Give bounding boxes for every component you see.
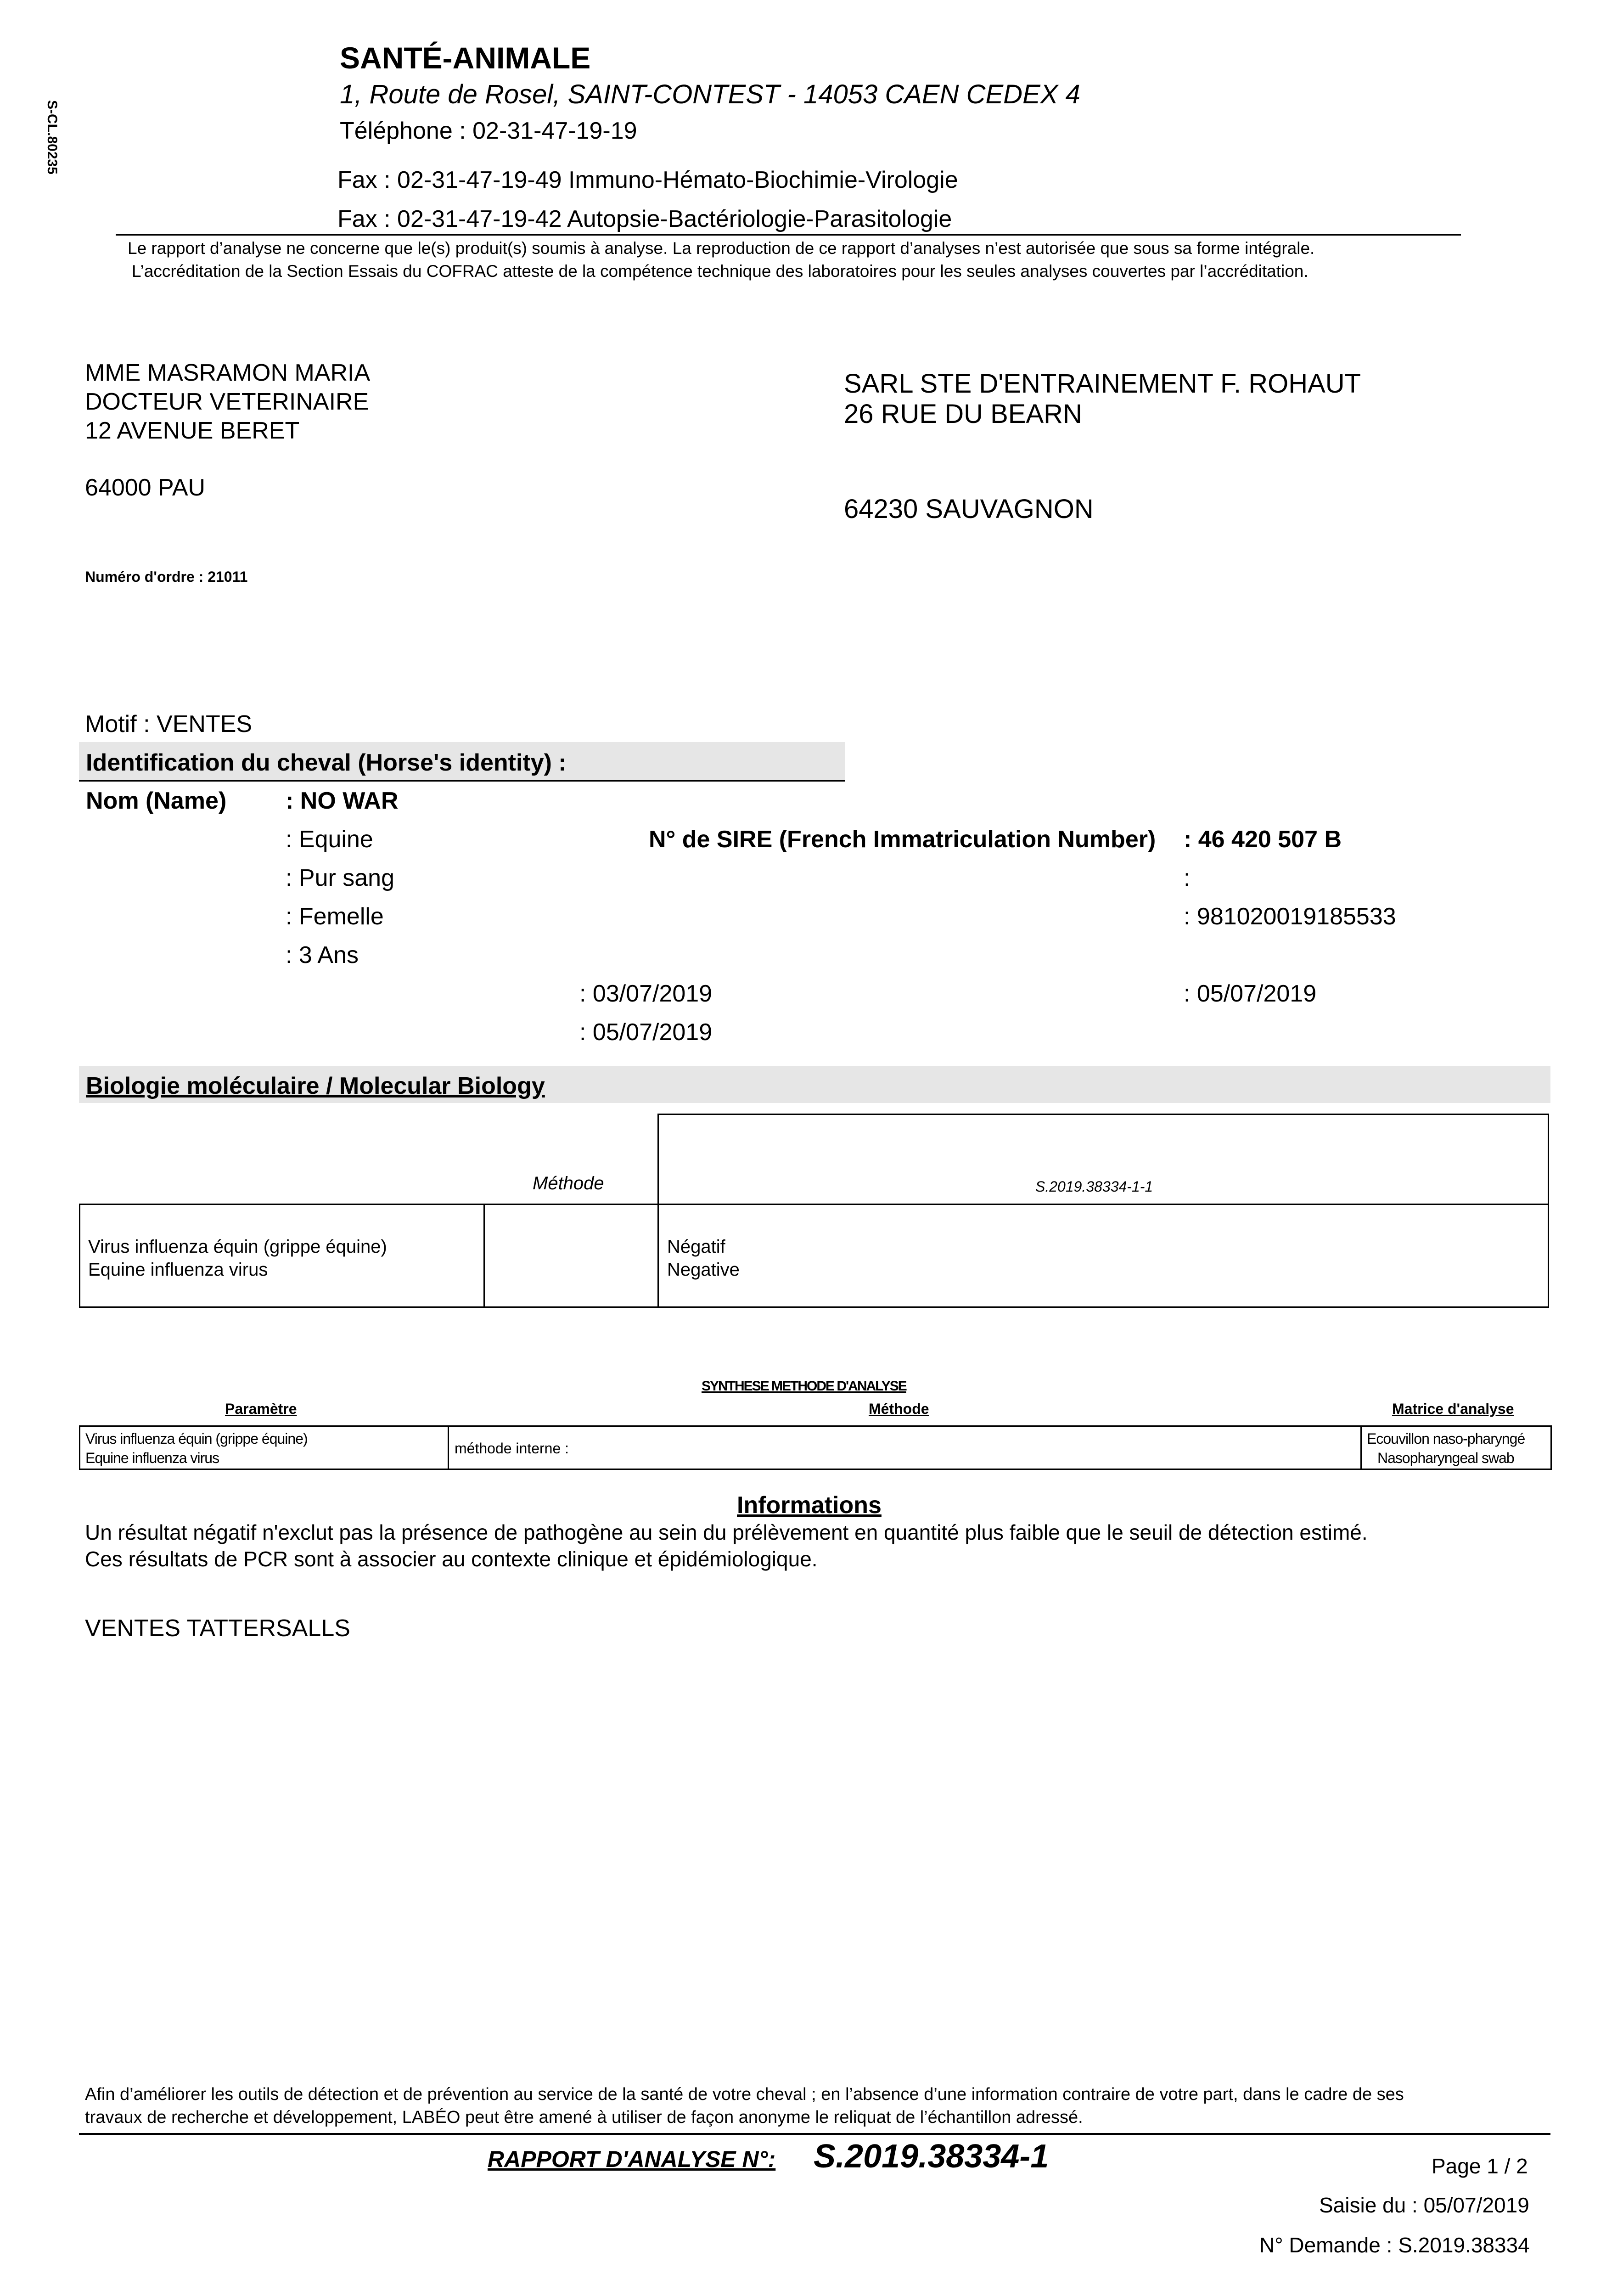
footer-divider (79, 2133, 1550, 2135)
date-3: : 05/07/2019 (1184, 980, 1317, 1007)
molecular-param-line-1: Virus influenza équin (grippe équine) (88, 1237, 387, 1257)
sender-line-2: DOCTEUR VETERINAIRE (85, 388, 369, 415)
synthese-col-matrix: Matrice d'analyse (1392, 1401, 1514, 1417)
side-code: S-CL.80235 (45, 100, 60, 174)
molecular-col-divider-2 (657, 1204, 659, 1308)
chip-number: : 981020019185533 (1184, 903, 1396, 930)
horse-name-label: Nom (Name) (86, 788, 227, 814)
synthese-matrix-line-1: Ecouvillon naso-pharyngé (1367, 1430, 1525, 1447)
identification-title: Identification du cheval (Horse's identity) : (86, 749, 567, 776)
synthese-col-divider-1 (448, 1425, 449, 1470)
informations-line-1: Un résultat négatif n'exclut pas la présence de pathogène au sein du prélèvement en quantité plus faible que le seuil de détection estimé. (85, 1520, 1368, 1544)
recipient-line-3: 64230 SAUVAGNON (844, 494, 1094, 524)
sender-line-4: 64000 PAU (85, 474, 206, 501)
synthese-matrix-line-2: Nasopharyngeal swab (1377, 1450, 1514, 1466)
horse-sex: : Femelle (286, 903, 384, 930)
header-divider (116, 234, 1461, 236)
informations-note: VENTES TATTERSALLS (85, 1615, 350, 1642)
molecular-result-line-1: Négatif (667, 1237, 725, 1257)
synthese-title: SYNTHESE METHODE D'ANALYSE (702, 1379, 906, 1394)
informations-title: Informations (737, 1492, 882, 1519)
date-1: : 03/07/2019 (579, 980, 713, 1007)
synthese-param-line-2: Equine influenza virus (85, 1450, 219, 1466)
synthese-col-divider-2 (1360, 1425, 1362, 1470)
footer-notice-line-2: travaux de recherche et développement, LABÉO peut être amené à utiliser de façon anonyme le reliquat de l’échantillon adressé. (85, 2108, 1083, 2127)
sample-id: S.2019.38334-1-1 (1035, 1178, 1153, 1195)
horse-name-value: : NO WAR (286, 788, 399, 814)
method-header: Méthode (533, 1173, 604, 1193)
molecular-title: Biologie moléculaire / Molecular Biology (86, 1073, 545, 1099)
lab-address: 1, Route de Rosel, SAINT-CONTEST - 14053 CAEN CEDEX 4 (340, 79, 1080, 109)
sender-line-3: 12 AVENUE BERET (85, 417, 300, 444)
molecular-param-line-2: Equine influenza virus (88, 1260, 268, 1280)
molecular-col-divider-1 (483, 1204, 485, 1308)
saisie-date: Saisie du : 05/07/2019 (1319, 2193, 1529, 2217)
lab-phone: Téléphone : 02-31-47-19-19 (340, 118, 637, 144)
sire-label: N° de SIRE (French Immatriculation Number) (649, 826, 1156, 853)
page-number: Page 1 / 2 (1432, 2154, 1528, 2178)
recipient-line-1: SARL STE D'ENTRAINEMENT F. ROHAUT (844, 369, 1361, 399)
molecular-result-line-2: Negative (667, 1260, 740, 1280)
sender-line-1: MME MASRAMON MARIA (85, 360, 371, 386)
synthese-param-line-1: Virus influenza équin (grippe équine) (85, 1430, 308, 1447)
blank-field-value: : (1184, 865, 1191, 891)
order-number: Numéro d'ordre : 21011 (85, 568, 248, 585)
disclaimer-line-1: Le rapport d’analyse ne concerne que le(s) produit(s) soumis à analyse. La reproduction de ce rapport d’analyses n’est autorisée que sous sa forme intégrale. (128, 239, 1315, 258)
synthese-method: méthode interne : (455, 1440, 569, 1457)
demande-number: N° Demande : S.2019.38334 (1259, 2233, 1530, 2257)
identification-header-underline (79, 780, 845, 782)
synthese-col-param: Paramètre (225, 1401, 297, 1417)
horse-breed: : Pur sang (286, 865, 395, 891)
horse-species: : Equine (286, 826, 373, 853)
horse-age: : 3 Ans (286, 942, 359, 968)
report-label: RAPPORT D'ANALYSE N°: (488, 2146, 776, 2172)
motif: Motif : VENTES (85, 711, 253, 737)
footer-notice-line-1: Afin d’améliorer les outils de détection et de prévention au service de la santé de votre cheval ; en l’absence d’une information contraire de votre part, dans le cadre de ses (85, 2085, 1404, 2104)
recipient-line-2: 26 RUE DU BEARN (844, 399, 1082, 429)
synthese-col-method: Méthode (869, 1401, 929, 1417)
sire-value: : 46 420 507 B (1184, 826, 1342, 853)
lab-name: SANTÉ-ANIMALE (340, 41, 591, 75)
report-number: S.2019.38334-1 (814, 2138, 1049, 2175)
lab-fax-1: Fax : 02-31-47-19-49 Immuno-Hémato-Biochimie-Virologie (337, 167, 958, 193)
disclaimer-line-2: L’accréditation de la Section Essais du COFRAC atteste de la compétence technique des laboratoires pour les seules analyses couvertes par l’accréditation. (132, 262, 1309, 281)
date-2: : 05/07/2019 (579, 1019, 713, 1046)
lab-fax-2: Fax : 02-31-47-19-42 Autopsie-Bactériologie-Parasitologie (337, 206, 952, 232)
informations-line-2: Ces résultats de PCR sont à associer au contexte clinique et épidémiologique. (85, 1547, 818, 1571)
